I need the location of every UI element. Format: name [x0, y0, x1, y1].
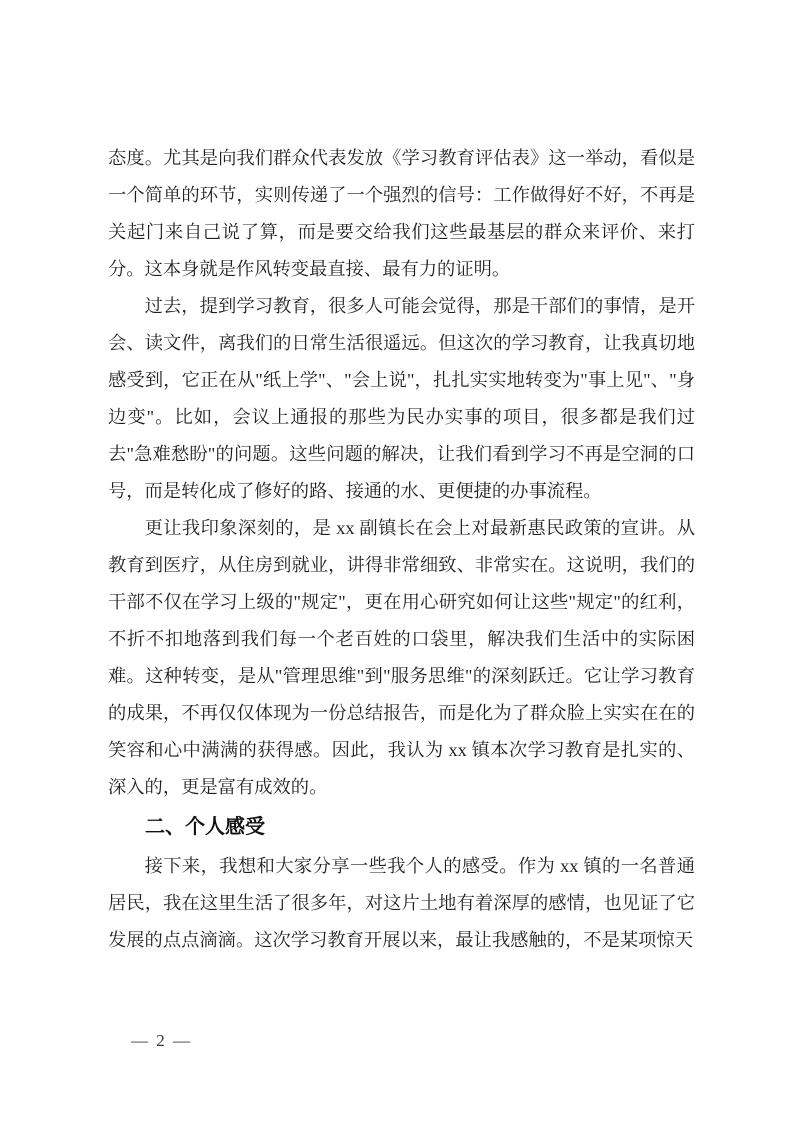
paragraph-2: 过去，提到学习教育，很多人可能会觉得，那是干部们的事情，是开会、读文件，离我们的日常生活很遥远。但这次的学习教育，让我真切地感受到，它正在从"纸上学"、"会上说"，扎扎实实地转变为"事上见"、"身边变"。比如，会议上通报的那些为民办实事的项目，很多都是我们过去"急难愁盼"的问题。这些问题的解决，让我们看到学习不再是空洞的口号，而是转化成了修好的路、接通的水、更便捷的办事流程。 — [108, 296, 695, 501]
paragraph-3: 更让我印象深刻的，是 xx 副镇长在会上对最新惠民政策的宣讲。从教育到医疗，从住房到就业，讲得非常细致、非常实在。这说明，我们的干部不仅在学习上级的"规定"，更在用心研究如何让这些"规定"的红利，不折不扣地落到我们每一个老百姓的口袋里，解决我们生活中的实际困难。这种转变，是从"管理思维"到"服务思维"的深刻跃迁。它让学习教育的成果，不再仅仅体现为一份总结报告，而是化为了群众脸上实实在在的笑容和心中满满的获得感。因此，我认为 xx 镇本次学习教育是扎实的、深入的，更是富有成效的。 — [108, 518, 695, 797]
paragraph-continuation: 态度。尤其是向我们群众代表发放《学习教育评估表》这一举动，看似是一个简单的环节，实则传递了一个强烈的信号：工作做得好不好，不再是关起门来自己说了算，而是要交给我们这些最基层的群众来评价、来打分。这本身就是作风转变最直接、最有力的证明。 — [108, 148, 695, 279]
paragraph-4: 接下来，我想和大家分享一些我个人的感受。作为 xx 镇的一名普通居民，我在这里生活了很多年，对这片土地有着深厚的感情，也见证了它发展的点点滴滴。这次学习教育开展以来，最让我感触的，不是某项惊天 — [108, 856, 695, 950]
document-body — [108, 140, 695, 959]
section-heading-personal-feelings: 二、个人感受 — [145, 816, 265, 838]
page-number: — 2 — — [131, 1031, 192, 1050]
